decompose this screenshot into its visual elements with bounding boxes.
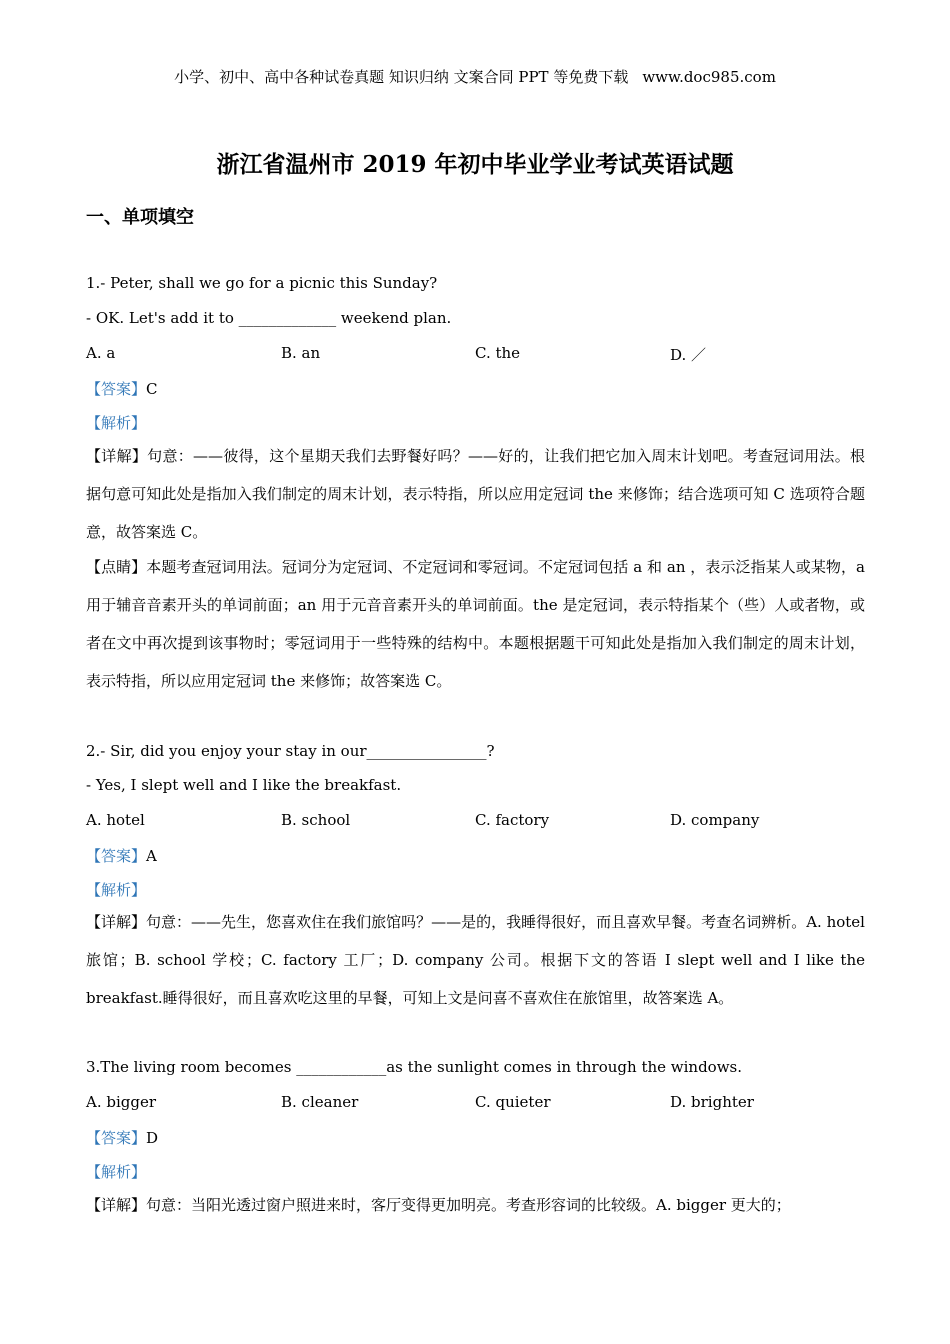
question-3-option-a: A. bigger [86,1093,157,1111]
question-3-analysis-tag: 【解析】 [86,1163,147,1181]
question-1-analysis-tag: 【解析】 [86,414,147,432]
question-2-line-1: 2.- Sir, did you enjoy your stay in our________________? [86,742,495,760]
question-1-option-d: D. ／ [670,346,707,364]
question-1-detail [86,437,865,551]
note-tag: 【点睛】 [86,558,147,576]
detail-text: 句意：——先生，您喜欢住在我们旅馆吗？——是的，我睡得很好，而且喜欢早餐。考查名词辨析。A. hotel 旅馆；B. school 学校；C. factory 工厂；D. company 公司。根据下文的答语 I slept well and I like the breakfast.睡得很好，而且喜欢吃这里的早餐，可知上文是问喜不喜欢住在旅馆里，故答案选 A。 [86,913,865,1007]
answer-tag: 【答案】 [86,847,147,865]
question-3-answer [86,1127,866,1148]
question-1-option-c: C. the [475,344,521,362]
question-1-option-a: A. a [86,344,116,362]
section-heading: 一、单项填空 [86,207,194,228]
question-1-note [86,548,865,700]
page-title: 浙江省温州市 2019 年初中毕业学业考试英语试题 [216,151,734,178]
question-2-option-b: B. school [281,811,351,829]
detail-tag: 【详解】 [86,1196,147,1214]
detail-tag: 【详解】 [86,447,148,465]
detail-text: 句意：当阳光透过窗户照进来时，客厅变得更加明亮。考查形容词的比较级。A. bigger 更大的； [146,1196,791,1214]
header-text: 小学、初中、高中各种试卷真题 知识归纳 文案合同 PPT 等免费下载 [174,68,629,86]
question-2-answer [86,845,866,866]
question-1-line-1: 1.- Peter, shall we go for a picnic this Sunday? [86,274,438,292]
question-2-option-c: C. factory [475,811,550,829]
question-2-option-d: D. company [670,811,760,829]
detail-text: 句意：——彼得，这个星期天我们去野餐好吗？——好的，让我们把它加入周末计划吧。考查冠词用法。根据句意可知此处是指加入我们制定的周末计划，表示特指，所以应用定冠词 the 来修饰；结合选项可知 C 选项符合题意，故答案选 C。 [86,447,865,541]
note-text: 本题考查冠词用法。冠词分为定冠词、不定冠词和零冠词。不定冠词包括 a 和 an ，表示泛指某人或某物，a 用于辅音音素开头的单词前面；an 用于元音音素开头的单词前面。the 是定冠词，表示特指某个（些）人或者物，或者在文中再次提到该事物时；零冠词用于一些特殊的结构中。本题根据题干可知此处是指加入我们制定的周末计划，表示特指，所以应用定冠词 the 来修饰；故答案选 C。 [86,558,865,690]
answer-value: D [146,1129,159,1147]
question-1-answer [86,378,866,399]
question-3-option-b: B. cleaner [281,1093,359,1111]
answer-value: C [146,380,158,398]
question-2-line-2: - Yes, I slept well and I like the breakfast. [86,776,402,794]
question-2-detail [86,903,865,1017]
answer-tag: 【答案】 [86,380,147,398]
question-3-line-1: 3.The living room becomes ____________as the sunlight comes in through the windows. [86,1058,743,1076]
question-1-option-b: B. an [281,344,321,362]
answer-tag: 【答案】 [86,1129,147,1147]
question-2-analysis-tag: 【解析】 [86,881,147,899]
question-2-option-a: A. hotel [86,811,145,829]
header-website: www.doc985.com [642,68,776,86]
question-3-option-d: D. brighter [670,1093,754,1111]
question-1-line-2: - OK. Let's add it to _____________ weekend plan. [86,309,452,327]
answer-value: A [146,847,157,865]
question-3-detail [86,1186,865,1224]
detail-tag: 【详解】 [86,913,147,931]
question-3-option-c: C. quieter [475,1093,551,1111]
page-header [0,66,950,87]
